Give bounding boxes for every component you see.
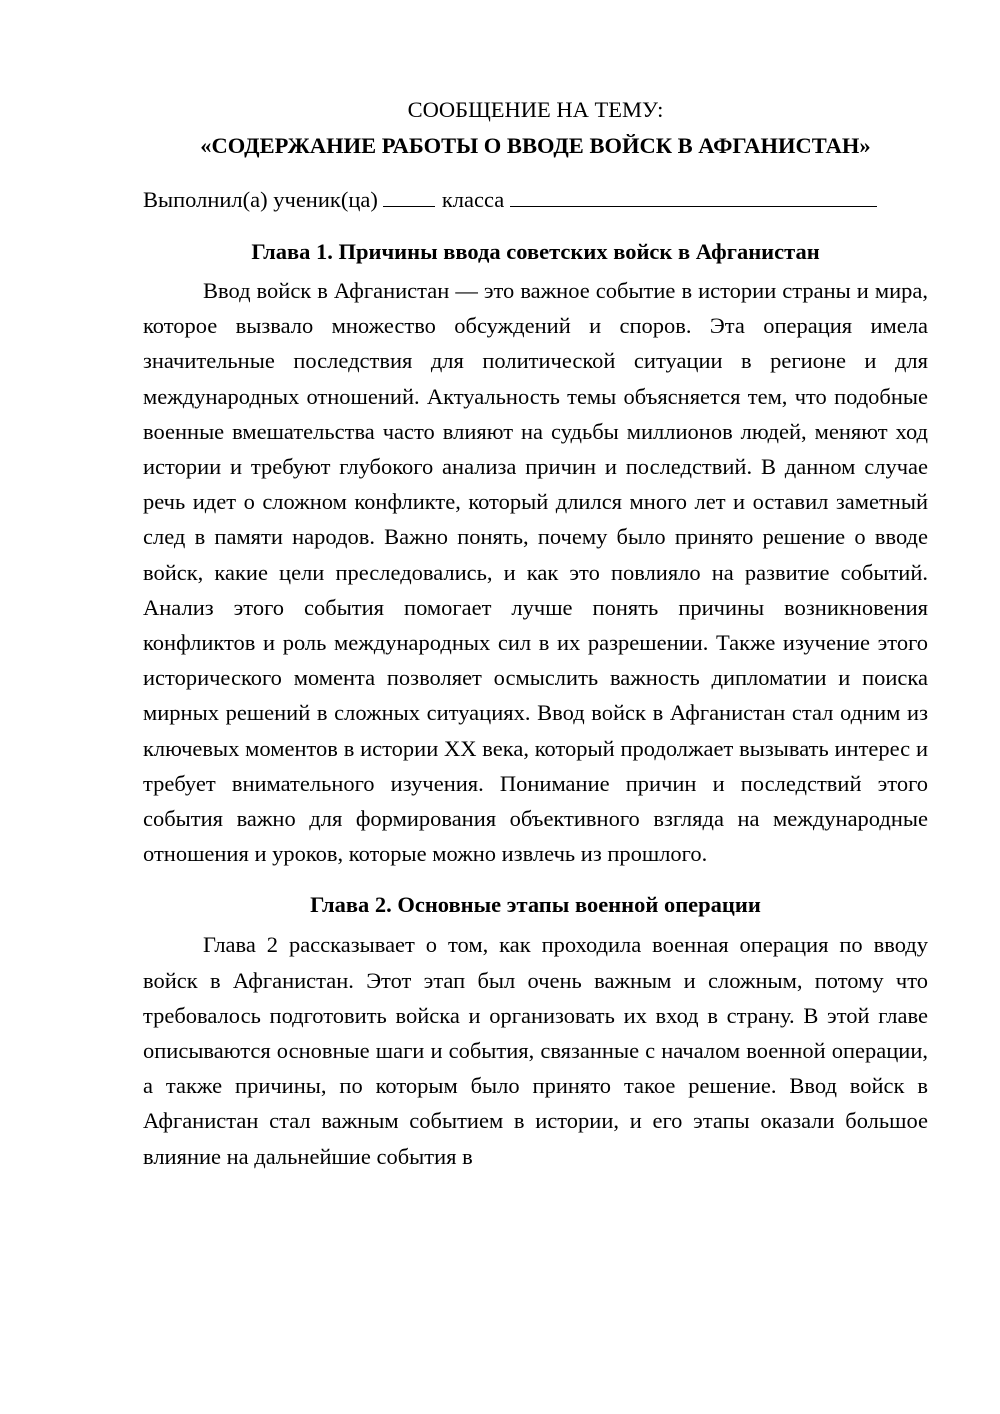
author-label: Выполнил(а) ученик(ца)	[143, 187, 378, 212]
document-title: «СОДЕРЖАНИЕ РАБОТЫ О ВВОДЕ ВОЙСК В АФГАНИСТАН»	[200, 133, 871, 158]
chapter-1-paragraph: Ввод войск в Афганистан — это важное событие в истории страны и мира, которое вызвало множество обсуждений и споров. Эта операция имела значительные последствия для политической ситуации в регионе и для международных отношений. Актуальность темы объясняется тем, что подобные военные вмешательства часто влияют на судьбы миллионов людей, меняют ход истории и требуют глубокого анализа причин и последствий. В данном случае речь идет о сложном конфликте, который длился много лет и оставил заметный след в памяти народов. Важно понять, почему было принято решение о вводе войск, какие цели преследовались, и как это повлияло на развитие событий. Анализ этого события помогает лучше понять причины возникновения конфликтов и роль международных сил в их разрешении. Также изучение этого исторического момента позволяет осмыслить важность дипломатии и поиска мирных решений в сложных ситуациях. Ввод войск в Афганистан стал одним из ключевых моментов в истории XX века, который продолжает вызывать интерес и требует внимательного изучения. Понимание причин и последствий этого события важно для формирования объективного взгляда на международные отношения и уроков, которые можно извлечь из прошлого.	[143, 278, 928, 867]
class-label: класса	[441, 187, 505, 212]
chapter-2-paragraph: Глава 2 рассказывает о том, как проходила военная операция по вводу войск в Афганистан. Этот этап был очень важным и сложным, потому что требовалось подготовить войска и организовать их вход в страну. В этой главе описываются основные шаги и события, связанные с началом военной операции, а также причины, по которым было принято такое решение. Ввод войск в Афганистан стал важным событием в истории, и его этапы оказали большое влияние на дальнейшие события в	[143, 932, 928, 1169]
document-header-line1: СООБЩЕНИЕ НА ТЕМУ:	[407, 97, 664, 122]
author-line	[143, 182, 928, 217]
class-blank	[510, 184, 877, 207]
document-page	[143, 92, 928, 1174]
grade-blank	[383, 184, 435, 207]
chapter-2-title: Глава 2. Основные этапы военной операции	[310, 892, 761, 918]
chapter-1-title: Глава 1. Причины ввода советских войск в Афганистан	[251, 239, 820, 264]
